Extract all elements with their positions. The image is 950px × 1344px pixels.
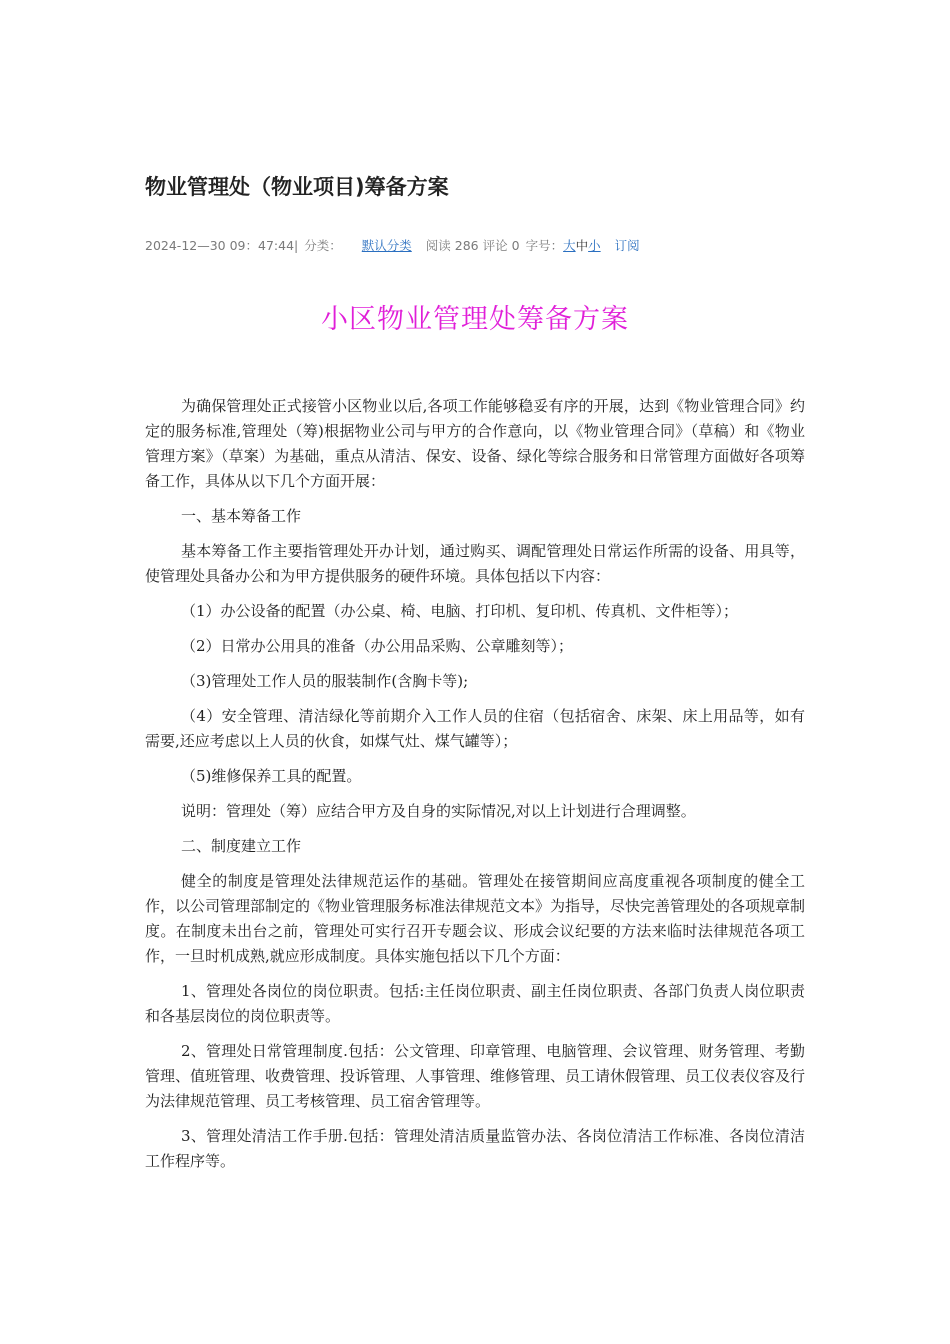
list-item: （1）办公设备的配置（办公桌、椅、电脑、打印机、复印机、传真机、文件柜等）；: [181, 602, 739, 620]
category-label: 分类：: [304, 238, 342, 253]
document-heading: 小区物业管理处筹备方案: [321, 304, 629, 335]
section-heading-basic-preparation: 一、基本筹备工作: [181, 507, 302, 525]
comments-count: 0: [511, 238, 520, 253]
reads-count: 286: [454, 238, 479, 253]
list-item: （3)管理处工作人员的服装制作(含胸卡等);: [181, 672, 469, 690]
intro-paragraph: 为确保管理处正式接管小区物业以后,各项工作能够稳妥有序的开展，达到《物业管理合同》约定的服务标准,管理处（筹)根据物业公司与甲方的合作意向，以《物业管理合同》（草稿）和《物业管理方案》（草案）为基础，重点从清洁、保安、设备、绿化等综合服务和日常管理方面做好各项筹备工作，具体从以下几个方面开展：: [145, 397, 805, 490]
section-heading-system-setup: 二、制度建立工作: [181, 837, 302, 855]
document-body: [145, 394, 805, 1184]
font-size-large-link[interactable]: 大: [563, 238, 576, 253]
list-item: 2、管理处日常管理制度.包括：公文管理、印章管理、电脑管理、会议管理、财务管理、考勤管理、值班管理、收费管理、投诉管理、人事管理、维修管理、员工请休假管理、员工仪表仪容及行为法律规范管理、员工考核管理、员工宿舍管理等。: [145, 1042, 806, 1110]
font-size-medium: 中: [575, 238, 589, 253]
post-title: 物业管理处（物业项目)筹备方案: [145, 175, 449, 199]
list-item: 1、管理处各岗位的岗位职责。包括:主任岗位职责、副主任岗位职责、各部门负责人岗位职责和各基层岗位的岗位职责等。: [145, 982, 805, 1025]
list-item: （4）安全管理、清洁绿化等前期介入工作人员的住宿（包括宿舍、床架、床上用品等，如有需要,还应考虑以上人员的伙食，如煤气灶、煤气罐等）；: [145, 707, 805, 750]
list-item: （2）日常办公用具的准备（办公用品采购、公章雕刻等）；: [181, 637, 574, 655]
font-size-small-link[interactable]: 小: [588, 238, 601, 253]
category-link[interactable]: 默认分类: [361, 238, 412, 253]
post-date: 2024-12—30 09：47:44|: [145, 238, 299, 253]
system-setup-paragraph: 健全的制度是管理处法律规范运作的基础。管理处在接管期间应高度重视各项制度的健全工作，以公司管理部制定的《物业管理服务标准法律规范文本》为指导，尽快完善管理处的各项规章制度。在制度未出台之前，管理处可实行召开专题会议、形成会议纪要的方法来临时法律规范各项工作，一旦时机成熟,就应形成制度。具体实施包括以下几个方面：: [145, 872, 806, 965]
post-meta: [145, 236, 805, 256]
basic-preparation-paragraph: 基本筹备工作主要指管理处开办计划，通过购买、调配管理处日常运作所需的设备、用具等，使管理处具备办公和为甲方提供服务的硬件环境。具体包括以下内容：: [145, 542, 805, 585]
note-paragraph: 说明：管理处（筹）应结合甲方及自身的实际情况,对以上计划进行合理调整。: [181, 802, 696, 820]
list-item: 3、管理处清洁工作手册.包括：管理处清洁质量监管办法、各岗位清洁工作标准、各岗位清洁工作程序等。: [145, 1127, 805, 1170]
font-size-label: 字号：: [525, 238, 564, 253]
list-item: （5)维修保养工具的配置。: [181, 767, 362, 785]
reads-label: 阅读: [425, 238, 451, 253]
subscribe-link[interactable]: 订阅: [614, 238, 640, 253]
comments-label: 评论: [482, 238, 508, 253]
